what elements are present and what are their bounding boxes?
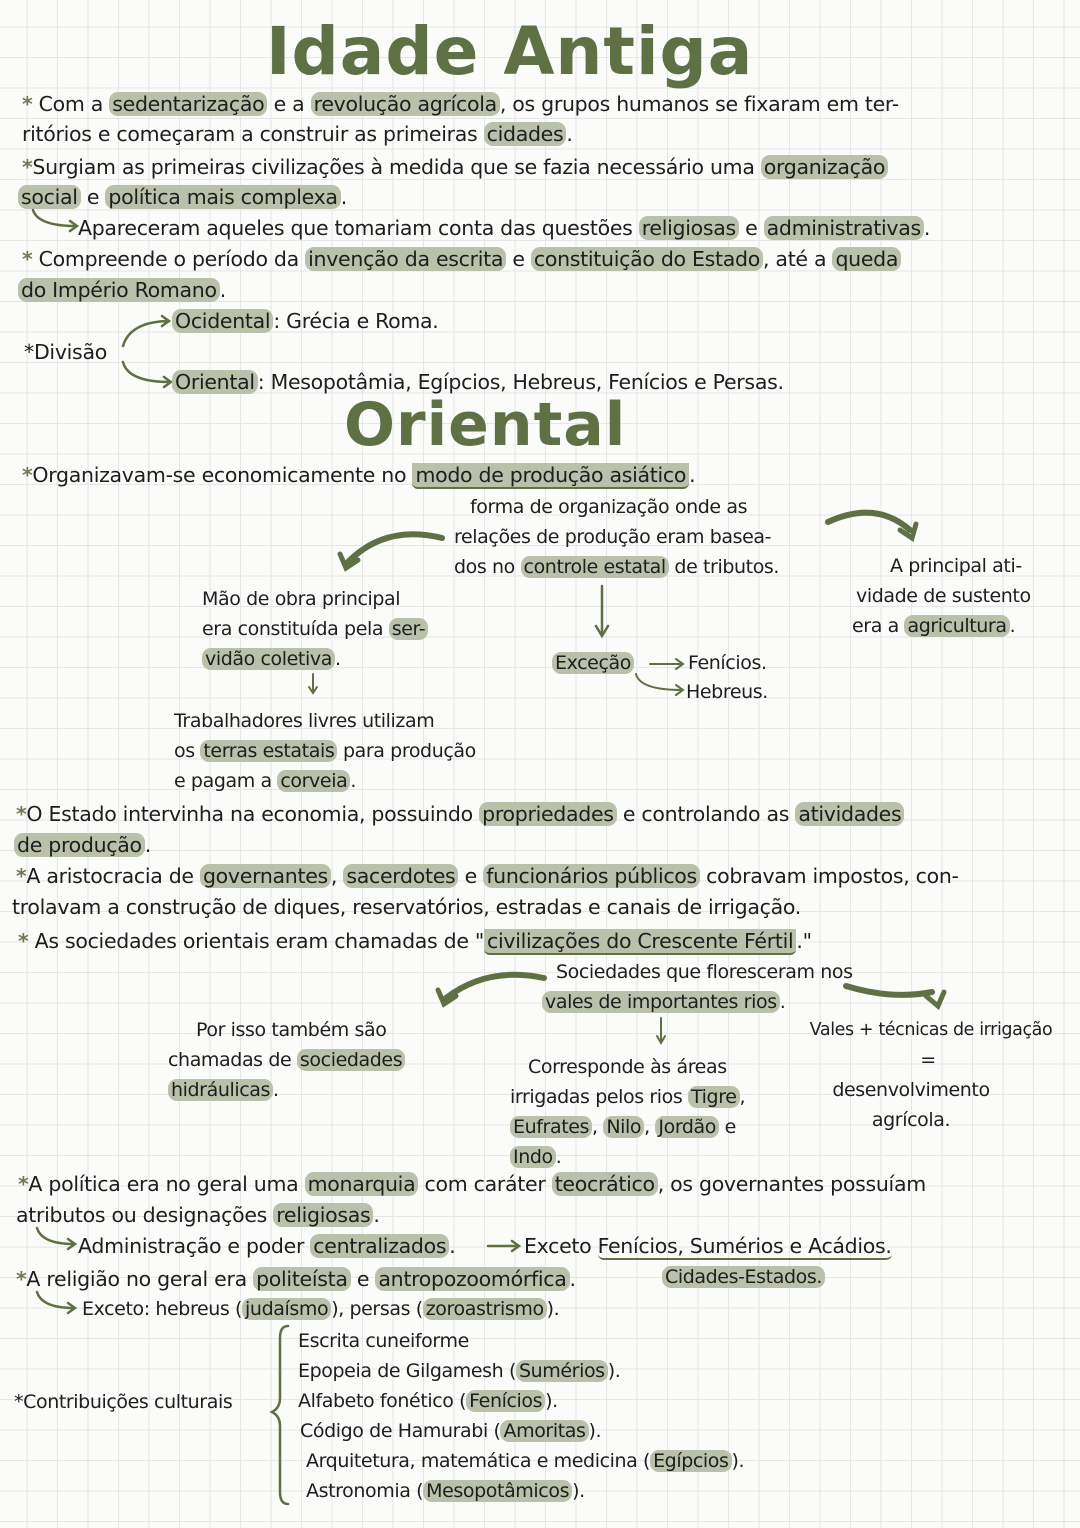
free-workers-box: [174, 706, 476, 796]
text: A aristocracia de: [26, 864, 200, 888]
text: era a: [852, 615, 905, 637]
text: irrigadas pelos rios: [510, 1086, 689, 1108]
text: ), persas (: [331, 1298, 423, 1320]
bullet-star-icon: *: [16, 1267, 27, 1291]
highlight: Sumérios: [516, 1360, 608, 1382]
text: .: [566, 122, 573, 146]
text: ,: [330, 864, 344, 888]
underlined-highlight: modo de produção asiático: [412, 463, 689, 489]
city-states-label: [662, 1262, 825, 1292]
highlight: religiosas: [639, 216, 739, 240]
text-line: [454, 552, 779, 582]
text: Compreende o período da: [32, 247, 306, 271]
exception-label: [552, 648, 634, 678]
bullet-star-icon: *: [18, 929, 29, 953]
text: Surgiam as primeiras civilizações à medida que se fazia necessário uma: [32, 155, 761, 179]
highlight: revolução agrícola: [311, 92, 500, 116]
down-arrow-icon: [592, 584, 612, 640]
highlight: agricultura: [904, 615, 1009, 637]
text-line: [168, 1045, 405, 1075]
text: para produção: [337, 740, 476, 762]
text-line: [852, 611, 1031, 641]
text: Exceto: [524, 1234, 598, 1258]
text: .: [449, 1234, 456, 1258]
highlight: organização: [761, 155, 888, 179]
text: era constituída pela: [202, 618, 389, 640]
text-line: [174, 736, 476, 766]
highlight: Fenícios: [466, 1390, 545, 1412]
curved-arrow-icon: [34, 1290, 84, 1320]
text: desenvolvimento: [832, 1079, 990, 1101]
highlight: administrativas: [764, 216, 924, 240]
text: ).: [731, 1450, 745, 1472]
text: .": [796, 929, 812, 953]
curved-arrow-left-icon: [336, 528, 446, 572]
highlight: zoroastrismo: [423, 1298, 547, 1320]
religion-subpoint: [82, 1294, 559, 1324]
highlight: Mesopotâmicos: [423, 1480, 572, 1502]
text-line: [202, 614, 428, 644]
highlight: Indo: [510, 1146, 556, 1168]
text: Astronomia (: [306, 1480, 424, 1502]
politics-exception: [524, 1231, 892, 1261]
highlight: cidades: [484, 122, 567, 146]
division-label: *Divisão: [24, 340, 107, 364]
highlight: Exceção: [552, 652, 634, 674]
highlight: vales de importantes rios: [542, 991, 780, 1013]
text: Epopeia de Gilgamesh (: [298, 1360, 516, 1382]
highlight: corveia: [277, 770, 350, 792]
fertile-center: [545, 957, 853, 1017]
aristocracy-paragraph-cont: trolavam a construção de diques, reservatórios, estradas e canais de irrigação.: [12, 895, 801, 919]
text: Vales + técnicas de irrigação: [809, 1020, 1053, 1040]
highlight: centralizados: [310, 1234, 449, 1258]
text: : Mesopotâmia, Egípcios, Hebreus, Fenícios e Persas.: [257, 370, 784, 394]
culture-item: [298, 1326, 744, 1356]
text: .: [923, 216, 931, 240]
text: Corresponde às áreas: [528, 1056, 727, 1078]
highlight: Egípcios: [650, 1450, 731, 1472]
text: A principal ati-: [890, 555, 1022, 577]
exception-item-1: Fenícios.: [688, 652, 767, 674]
text: .: [779, 991, 786, 1013]
right-arrow-icon: [486, 1238, 526, 1254]
text: A religião no geral era: [26, 1267, 254, 1291]
text: Arquitetura, matemática e medicina (: [306, 1450, 651, 1472]
state-paragraph-cont: [14, 830, 151, 860]
text-line: [168, 1075, 405, 1105]
highlight: antropozoomórfica: [375, 1267, 569, 1291]
text: Organizavam-se economicamente no: [32, 463, 413, 487]
bullet-star-icon: *: [18, 1172, 29, 1196]
bullet-star-icon: *: [22, 155, 33, 179]
intro-paragraph-1: [22, 89, 899, 119]
highlight: Cidades-Estados.: [662, 1266, 825, 1288]
text: .: [555, 1146, 562, 1168]
text: Sociedades que floresceram nos: [556, 961, 853, 983]
culture-item: [298, 1476, 744, 1506]
text: .: [219, 278, 226, 302]
text: agrícola.: [871, 1109, 951, 1131]
text: e a: [267, 92, 311, 116]
down-arrow-small-icon: [654, 1016, 668, 1046]
highlight: religiosas: [273, 1203, 373, 1227]
highlight: Ocidental: [172, 309, 273, 333]
text-line: [542, 987, 853, 1017]
text: relações de produção eram basea-: [454, 526, 772, 548]
text: ,: [644, 1116, 656, 1138]
fertile-right: [796, 1015, 1066, 1135]
culture-item: [298, 1416, 744, 1446]
culture-item: [298, 1356, 744, 1386]
text: .: [144, 833, 151, 857]
text: ).: [572, 1480, 585, 1502]
text: Escrita cuneiforme: [298, 1330, 469, 1352]
highlight: do Império Romano: [18, 278, 220, 302]
state-paragraph: [16, 799, 904, 829]
culture-item: [298, 1386, 744, 1416]
highlight: Nilo: [603, 1116, 644, 1138]
underlined-highlight: civilizações do Crescente Fértil: [484, 929, 796, 955]
text: Administração e poder: [78, 1234, 311, 1258]
labor-box: [202, 584, 428, 674]
text: e: [719, 1116, 736, 1138]
text: e: [80, 185, 106, 209]
text: de tributos.: [668, 556, 780, 578]
exception-item-2: Hebreus.: [686, 681, 768, 703]
politics-subpoint: [78, 1231, 455, 1261]
text-line: [174, 766, 476, 796]
text: Trabalhadores livres utilizam: [174, 710, 435, 732]
text: chamadas de: [168, 1049, 297, 1071]
text: com caráter: [418, 1172, 552, 1196]
text: dos no: [454, 556, 521, 578]
text: e pagam a: [174, 770, 278, 792]
highlight: Amoritas: [500, 1420, 588, 1442]
text: ).: [545, 1390, 558, 1412]
text: .: [569, 1267, 576, 1291]
culture-item: [298, 1446, 744, 1476]
highlight: Eufrates: [510, 1116, 592, 1138]
text: ,: [592, 1116, 604, 1138]
text: , os governantes possuíam: [657, 1172, 926, 1196]
highlight: hidráulicas: [168, 1079, 273, 1101]
highlight: controle estatal: [521, 556, 669, 578]
text: e controlando as: [616, 802, 796, 826]
highlight: social: [18, 185, 81, 209]
highlight: Jordão: [655, 1116, 719, 1138]
underlined-text: Fenícios, Sumérios e Acádios.: [597, 1234, 892, 1258]
text: , os grupos humanos se fixaram em ter-: [499, 92, 899, 116]
text: ).: [546, 1298, 560, 1320]
text: .: [350, 770, 356, 792]
text: ritórios e começaram a construir as primeiras: [22, 122, 484, 146]
intro-paragraph-2: [22, 152, 888, 182]
highlight: sedentarização: [109, 92, 267, 116]
text-line: [510, 1112, 745, 1142]
text-line: [510, 1142, 745, 1172]
text: =: [920, 1049, 936, 1071]
fertile-left: [168, 1015, 405, 1105]
text: atributos ou designações: [16, 1203, 274, 1227]
politics-paragraph: [18, 1169, 926, 1199]
curly-brace-icon: [266, 1322, 296, 1506]
text: As sociedades orientais eram chamadas de ": [28, 929, 485, 953]
text: Apareceram aqueles que tomariam conta das questões: [78, 216, 639, 240]
religion-paragraph: [16, 1264, 576, 1294]
highlight: política mais complexa: [105, 185, 340, 209]
highlight: politeísta: [253, 1267, 351, 1291]
text: O Estado intervinha na economia, possuindo: [26, 802, 480, 826]
text: A política era no geral uma: [28, 1172, 305, 1196]
text: os: [174, 740, 201, 762]
intro-subpoint-roles: [78, 213, 930, 243]
text: ).: [607, 1360, 621, 1382]
bullet-star-icon: *: [16, 802, 27, 826]
highlight: sacerdotes: [343, 864, 458, 888]
text: : Grécia e Roma.: [273, 309, 439, 333]
text: e: [506, 247, 531, 271]
highlight: funcionários públicos: [483, 864, 700, 888]
curved-arrow-left-icon: [432, 968, 548, 1012]
highlight: invenção da escrita: [305, 247, 506, 271]
text: vidade de sustento: [856, 585, 1031, 607]
highlight: de produção: [14, 833, 145, 857]
highlight: vidão coletiva: [202, 648, 335, 670]
text: e: [458, 864, 484, 888]
intro-paragraph-4: [22, 244, 901, 274]
text: .: [1009, 615, 1016, 637]
text-line: [510, 1082, 745, 1112]
text: .: [689, 463, 696, 487]
division-west: [172, 306, 439, 336]
text: cobravam impostos, con-: [699, 864, 959, 888]
text: ,: [739, 1086, 746, 1108]
text: Exceto: hebreus (: [82, 1298, 243, 1320]
highlight: atividades: [795, 802, 904, 826]
curved-arrow-right-icon: [824, 506, 924, 550]
fertile-paragraph: [18, 926, 812, 956]
highlight: sociedades: [297, 1049, 405, 1071]
text: Mão de obra principal: [202, 588, 401, 610]
highlight: Tigre: [688, 1086, 739, 1108]
culture-list: [298, 1326, 744, 1506]
down-arrow-small-icon: [306, 672, 320, 696]
highlight: Oriental: [172, 370, 258, 394]
bullet-star-icon: *: [22, 247, 33, 271]
intro-paragraph-4-cont: [18, 275, 226, 305]
bullet-star-icon: *: [16, 864, 27, 888]
text: , até a: [763, 247, 833, 271]
curved-arrow-icon: [34, 1226, 84, 1256]
highlight: monarquia: [305, 1172, 419, 1196]
text: Código de Hamurabi (: [300, 1420, 501, 1442]
text: Por isso também são: [196, 1019, 387, 1041]
text: .: [273, 1079, 279, 1101]
text: .: [373, 1203, 380, 1227]
culture-label: *Contribuições culturais: [14, 1391, 233, 1413]
economy-definition: [454, 492, 780, 582]
intro-paragraph-1-cont: [22, 119, 573, 149]
text: Com a: [32, 92, 110, 116]
highlight: judaísmo: [242, 1298, 331, 1320]
highlight: constituição do Estado: [531, 247, 763, 271]
highlight: terras estatais: [200, 740, 337, 762]
bullet-star-icon: *: [22, 92, 33, 116]
exception-arrows-icon: [630, 654, 690, 698]
section-title: Oriental: [344, 390, 627, 460]
text: .: [340, 185, 347, 209]
economy-paragraph: [22, 460, 695, 490]
branch-arrows-icon: [118, 316, 178, 388]
text: e: [738, 216, 764, 240]
text: e: [350, 1267, 376, 1291]
page-title: Idade Antiga: [266, 13, 754, 90]
text: Alfabeto fonético (: [298, 1390, 467, 1412]
text: ).: [588, 1420, 602, 1442]
highlight: propriedades: [479, 802, 617, 826]
text: forma de organização onde as: [470, 496, 748, 518]
aristocracy-paragraph: [16, 861, 959, 891]
fertile-middle: [510, 1052, 745, 1172]
bullet-star-icon: *: [22, 463, 33, 487]
highlight: queda: [832, 247, 901, 271]
curved-arrow-right-icon: [842, 976, 952, 1016]
text: .: [334, 648, 341, 670]
highlight: governantes: [200, 864, 331, 888]
text-line: [202, 644, 428, 674]
highlight: teocrático: [552, 1172, 658, 1196]
highlight: ser-: [389, 618, 428, 640]
activity-box: [852, 551, 1031, 641]
